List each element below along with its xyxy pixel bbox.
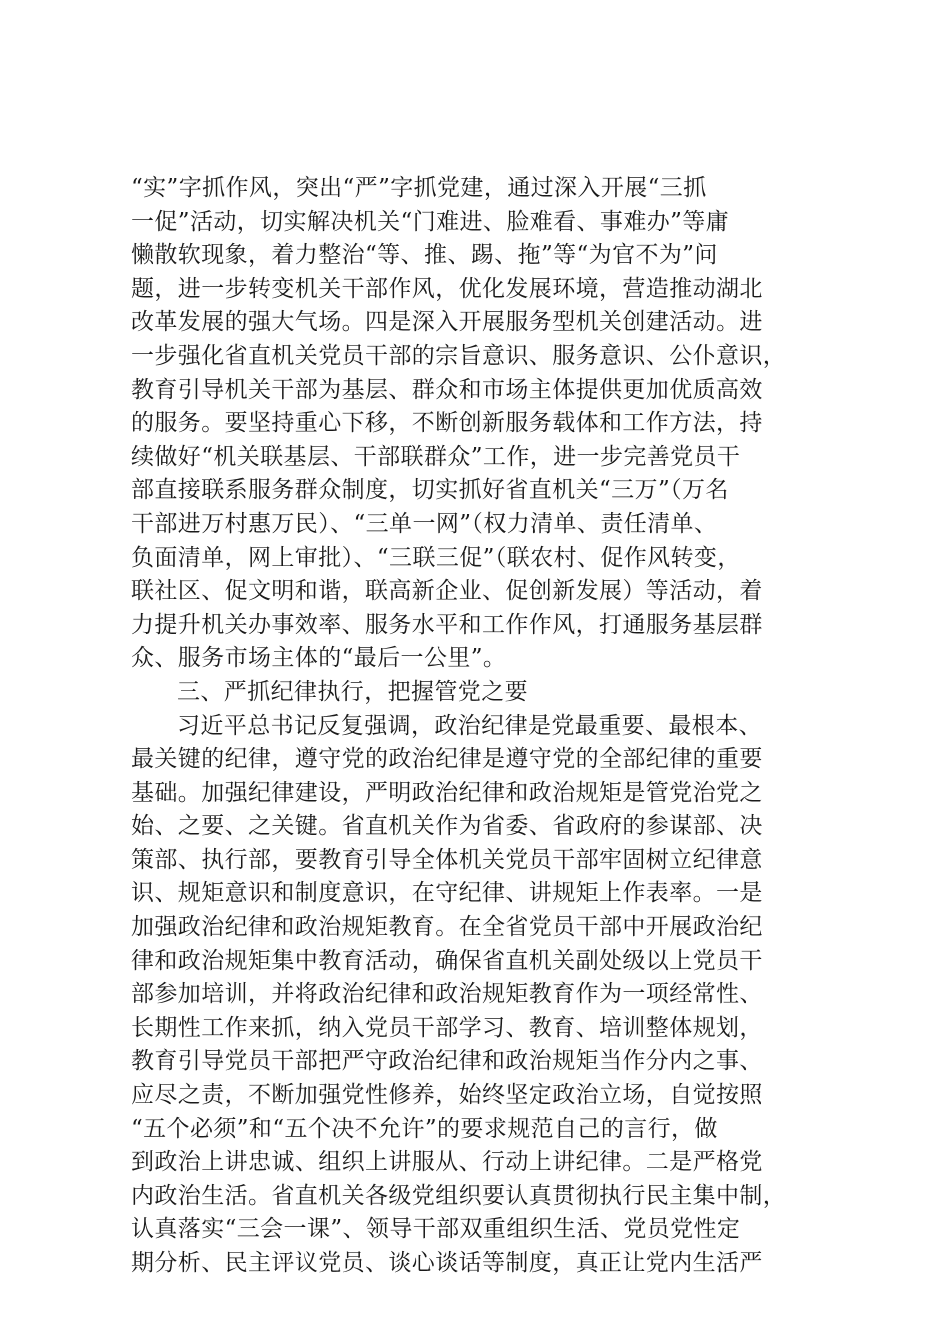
- text-line: 识、规矩意识和制度意识，在守纪律、讲规矩上作表率。一是: [131, 880, 763, 907]
- text-line: 部参加培训，并将政治纪律和政治规矩教育作为一项经常性、: [131, 981, 763, 1008]
- text-line: 改革发展的强大气场。四是深入开展服务型机关创建活动。进: [131, 309, 763, 336]
- text-line: 的服务。要坚持重心下移，不断创新服务载体和工作方法，持: [131, 410, 763, 437]
- text-line: 众、服务市场主体的“最后一公里”。: [131, 645, 507, 672]
- text-line: 续做好“机关联基层、干部联群众”工作，进一步完善党员干: [131, 443, 741, 470]
- text-line: 干部进万村惠万民）、“三单一网”（权力清单、责任清单、: [131, 510, 718, 537]
- text-line: 题，进一步转变机关干部作风，优化发展环境，营造推动湖北: [131, 275, 763, 302]
- text-line: 应尽之责，不断加强党性修养，始终坚定政治立场，自觉按照: [131, 1082, 763, 1109]
- text-line: 到政治上讲忠诚、组织上讲服从、行动上讲纪律。二是严格党: [131, 1149, 763, 1176]
- text-line: 律和政治规矩集中教育活动，确保省直机关副处级以上党员干: [131, 947, 763, 974]
- text-line: 一步强化省直机关党员干部的宗旨意识、服务意识、公仆意识，: [131, 342, 787, 369]
- text-line: 策部、执行部，要教育引导全体机关党员干部牢固树立纪律意: [131, 846, 763, 873]
- text-line: 联社区、促文明和谐，联高新企业、促创新发展）等活动，着: [131, 578, 763, 605]
- section-heading: 三、严抓纪律执行，把握管党之要: [177, 678, 528, 705]
- text-line: 教育引导机关干部为基层、群众和市场主体提供更加优质高效: [131, 376, 763, 403]
- text-line: 认真落实“三会一课”、领导干部双重组织生活、党员党性定: [131, 1216, 741, 1243]
- text-line: 力提升机关办事效率、服务水平和工作作风，打通服务基层群: [131, 611, 763, 638]
- document-body: [131, 172, 831, 1281]
- text-line: 一促”活动，切实解决机关“门难进、脸难看、事难办”等庸: [131, 208, 730, 235]
- text-line: 教育引导党员干部把严守政治纪律和政治规矩当作分内之事、: [131, 1048, 763, 1075]
- text-line: “实”字抓作风，突出“严”字抓党建，通过深入开展“三抓: [131, 175, 707, 201]
- text-line: 负面清单，网上审批）、“三联三促”（联农村、促作风转变，: [131, 544, 741, 571]
- text-line: 基础。加强纪律建设，严明政治纪律和政治规矩是管党治党之: [131, 779, 763, 806]
- text-line: 期分析、民主评议党员、谈心谈话等制度，真正让党内生活严: [131, 1250, 763, 1276]
- text-line: 始、之要、之关键。省直机关作为省委、省政府的参谋部、决: [131, 813, 763, 840]
- text-line: 习近平总书记反复强调，政治纪律是党最重要、最根本、: [177, 712, 762, 739]
- text-line: 部直接联系服务群众制度，切实抓好省直机关“三万”（万名: [131, 477, 729, 504]
- text-line: 加强政治纪律和政治规矩教育。在全省党员干部中开展政治纪: [131, 914, 763, 941]
- text-line: 最关键的纪律，遵守党的政治纪律是遵守党的全部纪律的重要: [131, 746, 763, 773]
- text-line: 内政治生活。省直机关各级党组织要认真贯彻执行民主集中制，: [131, 1182, 787, 1209]
- text-line: “五个必须”和“五个决不允许”的要求规范自己的言行，做: [131, 1115, 718, 1142]
- text-line: 长期性工作来抓，纳入党员干部学习、教育、培训整体规划，: [131, 1014, 763, 1041]
- text-line: 懒散软现象，着力整治“等、推、踢、拖”等“为官不为”问: [131, 242, 718, 269]
